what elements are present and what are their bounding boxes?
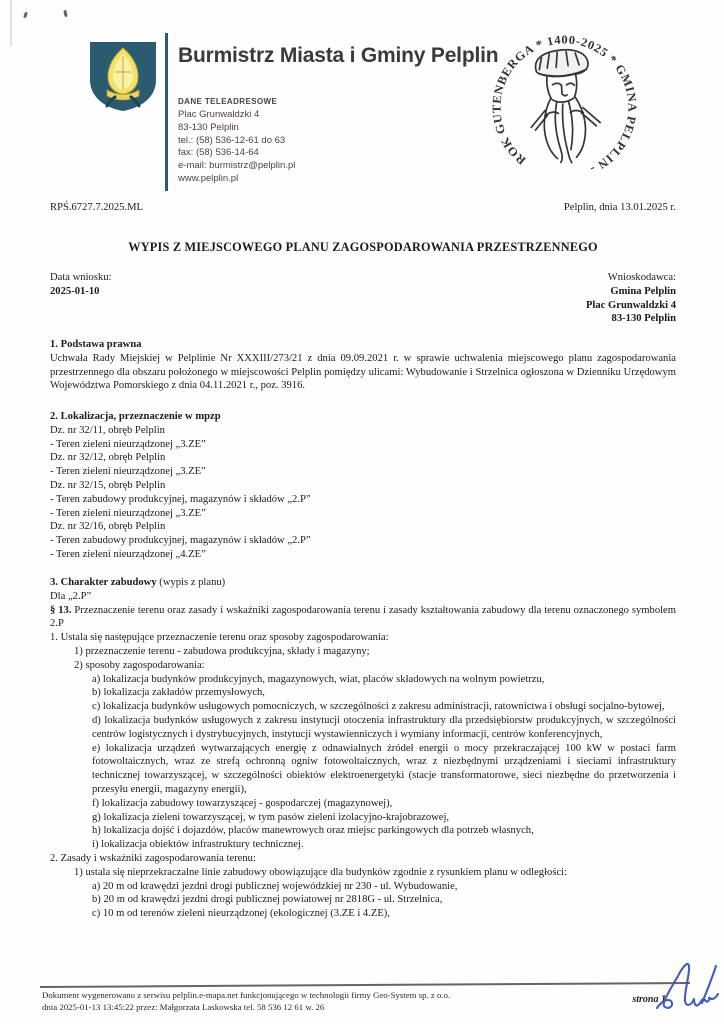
section2-lines <box>50 424 676 562</box>
section3-heading <box>50 576 676 590</box>
section1-heading: 1. Podstawa prawna <box>50 339 142 350</box>
contact-heading: DANE TELEADRESOWE <box>178 97 278 106</box>
plan-provision-line: 1) przeznaczenie terenu - zabudowa produkcyjna, składy i magazyny; <box>74 645 370 657</box>
plot-info-line: Dz. nr 32/16, obręb Pelplin <box>50 521 166 533</box>
section3-items <box>50 631 676 921</box>
paragraph13-text: Przeznaczenie terenu oraz zasady i wskaźniki zagospodarowania terenu i zasady kształtowania zabudowy dla terenu oznaczonego symbolem 2.P <box>50 604 676 630</box>
scan-edge-artifact <box>10 0 12 46</box>
applicant-lines <box>586 285 676 326</box>
footer-line2: dnia 2025-01-13 13:45:22 przez: Małgorzata Laskowska tel. 58 536 12 61 w. 26 <box>42 1002 325 1013</box>
document-title: WYPIS Z MIEJSCOWEGO PLANU ZAGOSPODAROWANIA PRZESTRZENNEGO <box>128 240 598 254</box>
stamp-circle-text: ROK GUTENBERGA * 1400-2025 * GMINA PELPLIN - <box>489 32 640 177</box>
plan-provision-line: g) lokalizacja zieleni towarzyszącej, w tym pasów zieleni izolacyjno-krajobrazowej, <box>92 811 450 823</box>
contact-lines <box>178 109 295 186</box>
contact-block <box>178 97 295 186</box>
section-location <box>50 410 676 562</box>
section-legal-basis <box>50 338 676 393</box>
section3-subject: Dla „2.P” <box>50 590 92 602</box>
plan-provision-line: a) 20 m od krawędzi jezdni drogi publicznej wojewódzkiej nr 230 - ul. Wybudowanie, <box>92 880 458 892</box>
plan-provision-line: c) 10 m od terenów zieleni nieurządzonej (ekologicznej (3.ZE i 4.ZE), <box>92 908 390 920</box>
gutenberg-portrait-sketch <box>526 48 603 166</box>
reference-number: RPŚ.6727.7.2025.ML <box>50 202 144 213</box>
contact-line: 83-130 Pelplin <box>178 121 239 133</box>
plan-provision-line: d) lokalizacja budynków usługowych z zakresu instytucji otoczenia infrastruktury dla przedsiębiorstw produkcyjnych, w szczególności centrów logistycznych i dystrybucyjnych, instytucji wystawienniczych i wymiany informacji, centrów konferencyjnych, <box>92 714 676 740</box>
section3-paragraph13 <box>50 604 676 632</box>
contact-line: tel.: (58) 536-12-61 do 63 <box>178 134 286 146</box>
scan-speck <box>23 12 28 19</box>
plan-provision-line: e) lokalizacja urządzeń wytwarzających energię z odnawialnych źródeł energii o mocy przekraczającej 100 kW w postaci farm fotowoltaicznych, wraz ze strefą ochronną ogniw fotowoltaicznych, wraz z niezbędnymi urządzeniami i sieciami infrastruktury technicznej towarzyszącej, w szczególności obiektów elektroenergetyki (stacje transformatorowe, sieci niezbędne do przetworzenia i przesyłu energii, magazyny energii), <box>92 742 676 795</box>
contact-line: www.pelplin.pl <box>178 172 239 184</box>
plan-provision-line: 2) sposoby zagospodarowania: <box>74 659 205 671</box>
section-building-character <box>50 576 676 921</box>
handwritten-signature <box>652 956 722 1014</box>
plan-provision-line: b) lokalizacja zakładów przemysłowych, <box>92 687 265 699</box>
footer-generated-info <box>42 989 562 1014</box>
request-date-value: 2025-01-10 <box>50 285 100 297</box>
plot-info-line: - Teren zieleni nieurządzonej „3.ZE” <box>50 507 206 519</box>
request-date-block <box>50 271 112 326</box>
paragraph13-label: § 13. <box>50 604 72 616</box>
request-date-label: Data wniosku: <box>50 272 112 283</box>
plan-provision-line: h) lokalizacja dojść i dojazdów, placów manewrowych oraz miejsc parkingowych dla potrzeb własnych, <box>92 825 534 837</box>
plot-info-line: - Teren zabudowy produkcyjnej, magazynów i składów „2.P” <box>50 493 311 505</box>
plan-provision-line: c) lokalizacja budynków usługowych pomocniczych, w szczególności z zakresu administracji, ratownictwa i obsługi socjalno-bytowej, <box>92 701 665 713</box>
applicant-line: Gmina Pelplin <box>610 285 676 297</box>
plot-info-line: Dz. nr 32/12, obręb Pelplin <box>50 452 166 464</box>
scan-speck <box>63 10 67 17</box>
plot-info-line: - Teren zieleni nieurządzonej „3.ZE” <box>50 466 206 478</box>
plot-info-line: Dz. nr 32/11, obręb Pelplin <box>50 424 165 436</box>
contact-line: Plac Grunwaldzki 4 <box>178 109 260 120</box>
gutenberg-stamp-icon <box>473 16 656 199</box>
plot-info-line: - Teren zabudowy produkcyjnej, magazynów i składów „2.P” <box>50 535 311 547</box>
applicant-block <box>586 271 676 326</box>
plot-info-line: - Teren zieleni nieurządzonej „3.ZE” <box>50 438 206 450</box>
applicant-label: Wnioskodawca: <box>607 272 676 283</box>
pelplin-coat-of-arms-icon <box>88 40 158 112</box>
plan-provision-line: f) lokalizacja zabudowy towarzyszącej - gospodarczej (magazynowej), <box>92 797 393 809</box>
plan-provision-line: b) 20 m od krawędzi jezdni drogi publicznej powiatowej nr 2818G - ul. Strzelnica, <box>92 894 443 906</box>
header-divider <box>165 33 168 191</box>
plan-provision-line: 2. Zasady i wskaźniki zagospodarowania terenu: <box>50 852 256 864</box>
plan-provision-line: i) lokalizacja obiektów infrastruktury technicznej. <box>92 839 304 851</box>
plan-provision-line: a) lokalizacja budynków produkcyjnych, magazynowych, wiat, placów składowych na wolnym powietrzu, <box>92 673 545 685</box>
section1-body: Uchwała Rady Miejskiej w Pelplinie Nr XXXIII/273/21 z dnia 09.09.2021 r. w sprawie uchwalenia miejscowego planu zagospodarowania przestrzennego dla obszaru położonego w miejscowości Pelplin pomiędzy ulicami: Wybudowanie i Strzelnica ogłoszona w Dzienniku Urzędowym Województwa Pomorskiego z dnia 04.11.2021 r., poz. 3916. <box>50 352 676 392</box>
applicant-line: 83-130 Pelplin <box>611 313 676 325</box>
plot-info-line: Dz. nr 32/15, obręb Pelplin <box>50 479 166 491</box>
place-and-date: Pelplin, dnia 13.01.2025 r. <box>563 202 676 213</box>
plan-provision-line: 1. Ustala się następujące przeznaczenie terenu oraz sposoby zagospodarowania: <box>50 632 389 644</box>
plan-provision-line: 1) ustala się nieprzekraczalne linie zabudowy obowiązujące dla budynków zgodnie z rysunkiem planu w odległości: <box>74 866 568 878</box>
section3-heading-rest: (wypis z planu) <box>156 577 226 588</box>
plot-info-line: - Teren zieleni nieurządzonej „4.ZE” <box>50 548 206 560</box>
footer-divider <box>40 982 690 988</box>
organization-title: Burmistrz Miasta i Gminy Pelplin <box>178 44 499 67</box>
section2-heading: 2. Lokalizacja, przeznaczenie w mpzp <box>50 411 221 422</box>
section3-heading-bold: 3. Charakter zabudowy <box>50 577 157 588</box>
contact-line: fax: (58) 536-14-64 <box>178 147 259 159</box>
contact-line: e-mail: burmistrz@pelplin.pl <box>178 160 296 172</box>
page-number: strona 1 <box>632 994 666 1005</box>
applicant-line: Plac Grunwaldzki 4 <box>585 299 676 311</box>
footer-line1: Dokument wygenerowano z serwisu pelplin.e-mapa.net funkcjonującego w technologii firmy Geo-System sp. z o.o. <box>42 990 451 1000</box>
